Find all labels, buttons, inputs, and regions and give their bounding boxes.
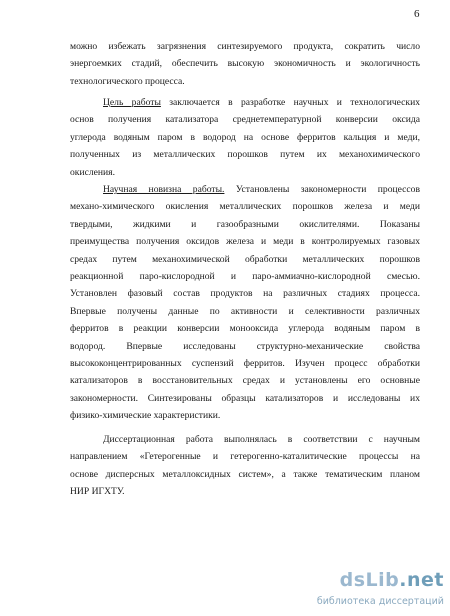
site-watermark	[318, 569, 444, 613]
watermark-caption: библиотека диссертаций	[316, 596, 444, 607]
text-line: полученных из металлических порошков путем их механохимического	[70, 149, 420, 161]
text-line: реакционной паро-кислородной и паро-аммиачно-кислородной смесью.	[70, 270, 420, 282]
text-line: физико-химические характеристики.	[70, 410, 221, 422]
text-fragment: Установлены закономерности процессов	[224, 184, 420, 195]
text-line	[70, 181, 420, 198]
logo-text-main: dsLib	[339, 569, 400, 591]
text-line: преимущества получения оксидов железа и меди в контролируемых газовых	[70, 236, 420, 248]
text-line: закономерности. Синтезированы образцы катализаторов и исследованы их	[70, 392, 420, 404]
text-line: энергоемких стадий, обеспечить высокую экономичность и экологичность	[70, 58, 420, 70]
text-line: катализаторов в восстановительных средах и установлены его основные	[70, 375, 420, 387]
novelty-heading: Научная новизна работы.	[103, 184, 225, 195]
text-line: направлением «Гетерогенные и гетерогенно-каталитические процессы на	[70, 451, 420, 463]
paragraph-novelty	[70, 181, 420, 424]
text-line: углерода водяным паром в водород на основе ферритов кальция и меди,	[70, 131, 420, 143]
paragraph-research-direction	[70, 431, 420, 501]
text-line: окисления.	[70, 166, 115, 178]
text-line: основ получения катализатора среднетемпературной конверсии оксида	[70, 114, 420, 126]
text-line: водород. Впервые исследованы структурно-механические свойства	[70, 340, 420, 352]
text-line: твердыми, жидкими и газообразными окислителями. Показаны	[70, 218, 420, 230]
watermark-logo	[340, 569, 444, 591]
text-line: высококонцентрированных суспензий ферритов. Изучен процесс обработки	[70, 357, 420, 369]
paragraph-intro-continued	[70, 38, 420, 90]
text-line: технологического процесса.	[70, 75, 185, 87]
text-line: основе дисперсных металлоксидных систем», а также тематическим планом	[70, 468, 420, 480]
paragraph-goal	[70, 94, 420, 181]
text-line: можно избежать загрязнения синтезируемого продукта, сократить число	[70, 41, 420, 52]
goal-heading: Цель работы	[103, 97, 161, 108]
text-line: средах путем механохимической обработки металлических порошков	[70, 253, 420, 265]
text-line: Впервые получены данные по активности и селективности различных	[70, 305, 420, 317]
logo-text-domain: .net	[399, 569, 444, 591]
page-number: 6	[414, 8, 420, 20]
text-line: ферритов в реакции конверсии монооксида углерода водяным паром в	[70, 323, 420, 335]
text-line: механо-химического окисления металлических порошков железа и меди	[70, 201, 420, 213]
text-line	[70, 94, 420, 111]
text-line: Установлен фазовый состав продуктов на различных стадиях процесса.	[70, 288, 420, 300]
text-fragment: заключается в разработке научных и технологических	[160, 97, 420, 108]
text-line: НИР ИГХТУ.	[70, 486, 125, 498]
text-line: Диссертационная работа выполнялась в соответствии с научным	[103, 434, 420, 445]
